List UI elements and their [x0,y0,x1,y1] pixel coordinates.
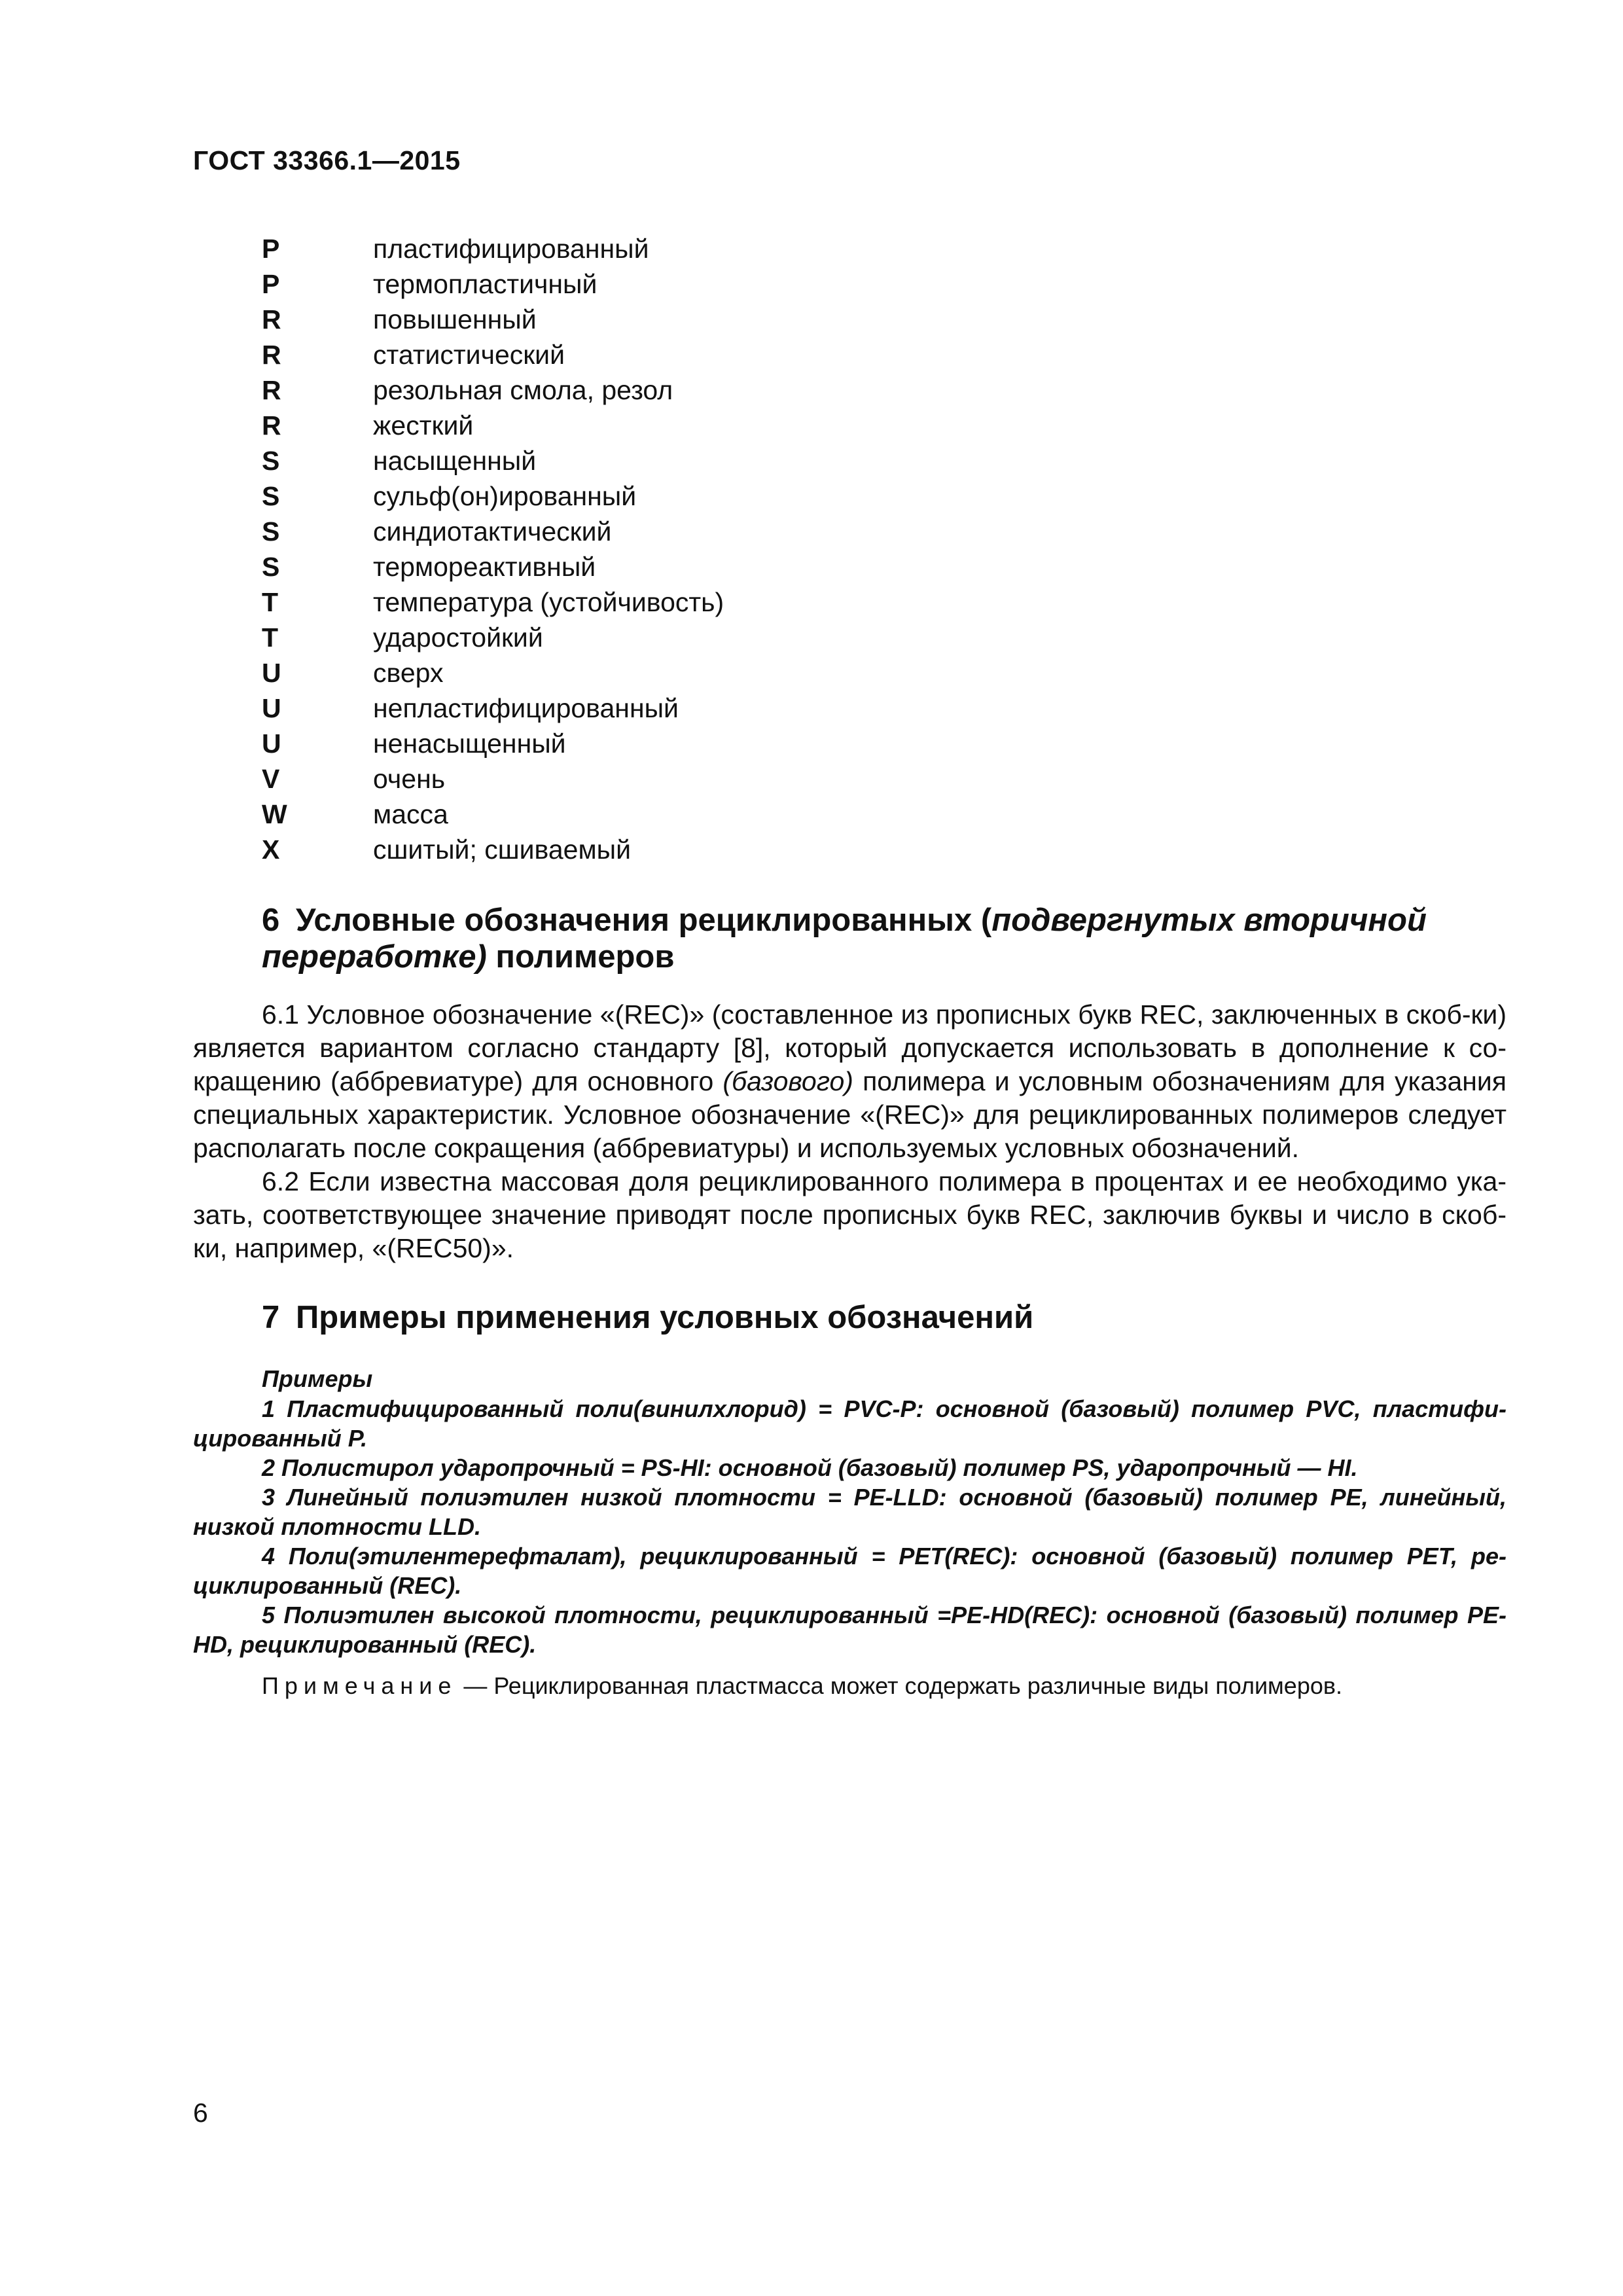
abbreviation-description: температура (устойчивость) [373,586,724,617]
section-7-title: Примеры применения условных обозначений [296,1300,1034,1335]
example-item: 2 Полистирол ударопрочный = PS-HI: основной (базовый) полимер PS, ударопрочный — HI. [262,1454,1358,1481]
paragraph-6-1-text-b: полимера и условным обозначениям для указания специальных характеристик. Условное обозначение «(REC)» для рециклированных полимеров следует располагать после сокращения (аббревиатуры) и используемых условных обозначений. [193,1066,1507,1163]
abbreviation-row [262,231,724,266]
abbreviation-code: P [262,268,280,299]
abbreviation-code: X [262,834,280,865]
abbreviation-description: сверх [373,657,444,688]
abbreviation-description: повышенный [373,304,537,334]
abbreviation-row [262,372,724,408]
abbreviation-row [262,655,724,691]
example-item: 4 Поли(этилентерефталат), рециклированный = PET(REC): основной (базовый) полимер PET, ре-циклированный (REC). [193,1543,1507,1599]
abbreviation-description: термореактивный [373,551,596,582]
page-number: 6 [193,2098,208,2128]
abbreviation-description: пластифицированный [373,233,649,264]
abbreviation-code: R [262,374,281,405]
section-6-title-part1: Условные обозначения рециклированных ( [296,903,992,938]
abbreviation-code: U [262,728,281,759]
section-6-heading [262,902,1505,975]
section-7-heading [262,1299,1033,1336]
abbreviation-code: P [262,233,280,264]
document-header: ГОСТ 33366.1—2015 [193,145,461,175]
abbreviation-description: статистический [373,339,565,370]
abbreviation-row [262,620,724,655]
abbreviation-row [262,443,724,478]
abbreviation-description: ненасыщенный [373,728,566,759]
abbreviation-code: W [262,798,287,829]
abbreviation-description: масса [373,798,448,829]
example-item: 5 Полиэтилен высокой плотности, рециклированный =PE-HD(REC): основной (базовый) полимер PE-HD, рециклированный (REC). [193,1602,1507,1658]
abbreviation-row [262,584,724,620]
abbreviation-row [262,691,724,726]
abbreviation-description: ударостойкий [373,622,543,653]
abbreviation-row [262,266,724,302]
abbreviation-row [262,408,724,443]
abbreviation-code: U [262,692,281,723]
note-text: — Рециклированная пластмасса может содержать различные виды полимеров. [457,1672,1342,1699]
note-label: Примечание [262,1672,457,1699]
paragraph-6-1-italic: (базового) [722,1066,853,1096]
examples-block [193,1364,1507,1659]
abbreviation-code: V [262,763,280,794]
abbreviation-code: S [262,480,280,511]
abbreviation-description: непластифицированный [373,692,679,723]
examples-title: Примеры [262,1365,373,1392]
example-item: 1 Пластифицированный поли(винилхлорид) = PVC-P: основной (базовый) полимер PVC, пластифи-цированный P. [193,1395,1507,1452]
abbreviation-code: R [262,410,281,440]
abbreviation-code: R [262,339,281,370]
abbreviation-description: резольная смола, резол [373,374,673,405]
section-number: 7 [262,1300,280,1335]
abbreviation-code: T [262,586,279,617]
abbreviation-row [262,832,724,867]
paragraph-6-1-text-a: 6.1 Условное обозначение «(REC)» (составленное из прописных букв REC, заключенных в скоб-ки) является вариантом согласно стандарту [8], который допускается использовать в дополнение к со-кращению (аббревиатуре) для основного [193,999,1507,1096]
example-item: 3 Линейный полиэтилен низкой плотности = PE-LLD: основной (базовый) полимер PE, линейный, низкой плотности LLD. [193,1484,1507,1540]
abbreviation-row [262,549,724,584]
abbreviation-code: S [262,516,280,547]
abbreviation-description: сульф(он)ированный [373,480,637,511]
abbreviation-row [262,478,724,514]
section-number: 6 [262,903,280,938]
abbreviation-list [262,231,724,867]
abbreviation-description: сшитый; сшиваемый [373,834,632,865]
abbreviation-description: жесткий [373,410,474,440]
paragraph-6-2: 6.2 Если известна массовая доля рециклированного полимера в процентах и ее необходимо ука-зать, соответствующее значение приводят после прописных букв REC, заключив буквы и число в скоб-ки, например, «(REC50)». [193,1166,1507,1263]
abbreviation-description: термопластичный [373,268,597,299]
abbreviation-row [262,726,724,761]
section-6-title-part2: полимеров [486,939,675,975]
abbreviation-row [262,797,724,832]
abbreviation-description: насыщенный [373,445,537,476]
note [262,1671,1342,1701]
abbreviation-row [262,514,724,549]
abbreviation-row [262,761,724,797]
abbreviation-code: U [262,657,281,688]
abbreviation-code: S [262,551,280,582]
abbreviation-description: очень [373,763,446,794]
abbreviation-row [262,302,724,337]
abbreviation-code: R [262,304,281,334]
abbreviation-row [262,337,724,372]
abbreviation-code: T [262,622,279,653]
paragraph-6-1 [193,998,1507,1165]
section-6-title-italic: подвергнутых вторичной переработке) [262,903,1427,975]
abbreviation-description: синдиотактический [373,516,612,547]
abbreviation-code: S [262,445,280,476]
